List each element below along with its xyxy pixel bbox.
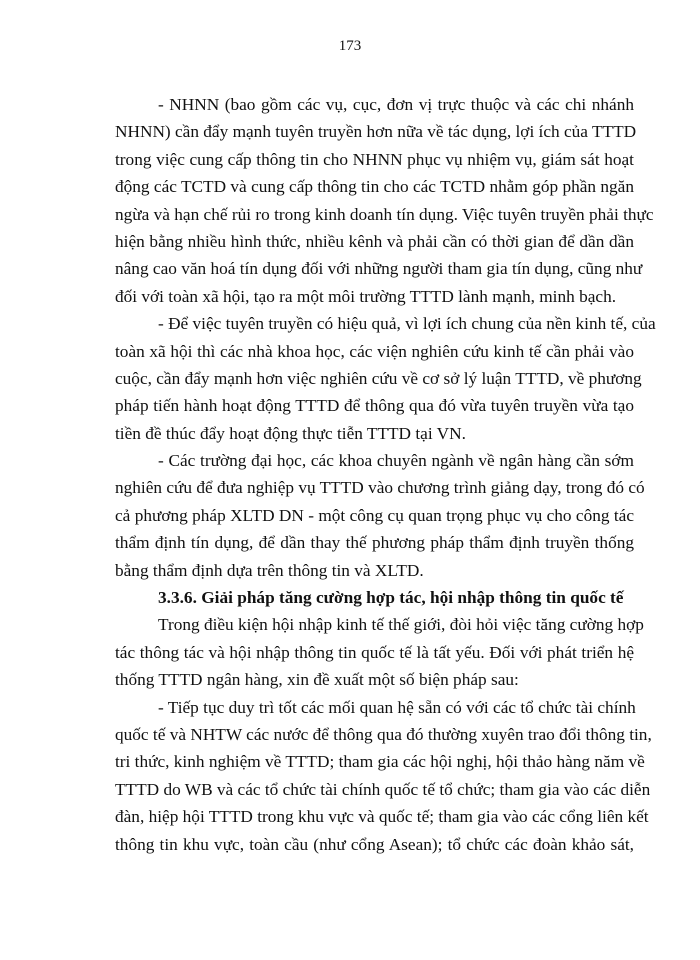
text-line: Trong điều kiện hội nhập kinh tế thế giới, đòi hỏi việc tăng cường hợp (158, 615, 644, 635)
paragraph-universities (115, 447, 645, 584)
text-line: - Các trường đại học, các khoa chuyên ngành về ngân hàng cần sớm (158, 451, 634, 471)
text-line: tác thông tác và hội nhập thông tin quốc tế là tất yếu. Đối với phát triển hệ (115, 642, 634, 662)
text-line: bằng thẩm định dựa trên thông tin và XLTD. (115, 560, 424, 580)
text-line: - Tiếp tục duy trì tốt các mối quan hệ sẵn có với các tổ chức tài chính (158, 697, 636, 717)
text-line: động các TCTD và cung cấp thông tin cho các TCTD nhằm góp phần ngăn (115, 177, 634, 197)
text-line: pháp tiến hành hoạt động TTTD để thông qua đó vừa tuyên truyền vừa tạo (115, 396, 634, 416)
text-line: NHNN) cần đẩy mạnh tuyên truyền hơn nữa về tác dụng, lợi ích của TTTD (115, 122, 637, 142)
text-line: - NHNN (bao gồm các vụ, cục, đơn vị trực thuộc và các chi nhánh (158, 95, 634, 114)
text-line: thông tin khu vực, toàn cầu (như cổng Asean); tổ chức các đoàn khảo sát, (115, 834, 634, 854)
text-line: TTTD do WB và các tổ chức tài chính quốc tế tổ chức; tham gia vào các diễn (115, 779, 651, 799)
text-line: cả phương pháp XLTD DN - một công cụ quan trọng phục vụ cho công tác (115, 505, 634, 525)
paragraph-integration-intro (115, 611, 644, 693)
text-line: cuộc, cần đẩy mạnh hơn việc nghiên cứu về cơ sở lý luận TTTD, về phương (115, 368, 642, 388)
text-line: - Để việc tuyên truyền có hiệu quả, vì lợi ích chung của nền kinh tế, của (158, 314, 656, 334)
text-line: đối với toàn xã hội, tạo ra một môi trường TTTD lành mạnh, minh bạch. (115, 286, 617, 306)
text-line: đàn, hiệp hội TTTD trong khu vực và quốc tế; tham gia vào các cổng liên kết (115, 807, 649, 827)
section-heading: 3.3.6. Giải pháp tăng cường hợp tác, hội nhập thông tin quốc tế (158, 588, 624, 608)
text-line: tri thức, kinh nghiệm về TTTD; tham gia các hội nghị, hội thảo hàng năm về (115, 752, 645, 772)
text-line: tiền đề thúc đẩy hoạt động thực tiễn TTTD tại VN. (115, 423, 466, 443)
paragraph-research-institutes (115, 310, 656, 447)
text-line: nâng cao văn hoá tín dụng đối với những người tham gia tín dụng, cũng như (115, 259, 643, 279)
text-line: hiện bằng nhiều hình thức, nhiều kênh và phải cần có thời gian để dần dần (115, 231, 634, 251)
text-line: ngừa và hạn chế rủi ro trong kinh doanh tín dụng. Việc tuyên truyền phải thực (115, 204, 654, 224)
page-number: 173 (338, 38, 362, 54)
paragraph-international-relations (115, 694, 652, 858)
text-line: thẩm định tín dụng, để dần thay thế phương pháp thẩm định truyền thống (115, 533, 634, 553)
text-line: trong việc cung cấp thông tin cho NHNN phục vụ nhiệm vụ, giám sát hoạt (115, 149, 634, 169)
text-line: quốc tế và NHTW các nước để thông qua đó thường xuyên trao đổi thông tin, (115, 724, 652, 744)
text-line: thống TTTD ngân hàng, xin đề xuất một số biện pháp sau: (115, 670, 519, 690)
text-line: toàn xã hội thì các nhà khoa học, các viện nghiên cứu kinh tế cần phải vào (115, 341, 634, 361)
text-line: nghiên cứu để đưa nghiệp vụ TTTD vào chương trình giảng dạy, trong đó có (115, 478, 645, 498)
paragraph-nhnn-propaganda (115, 91, 654, 310)
page-body (115, 91, 656, 858)
